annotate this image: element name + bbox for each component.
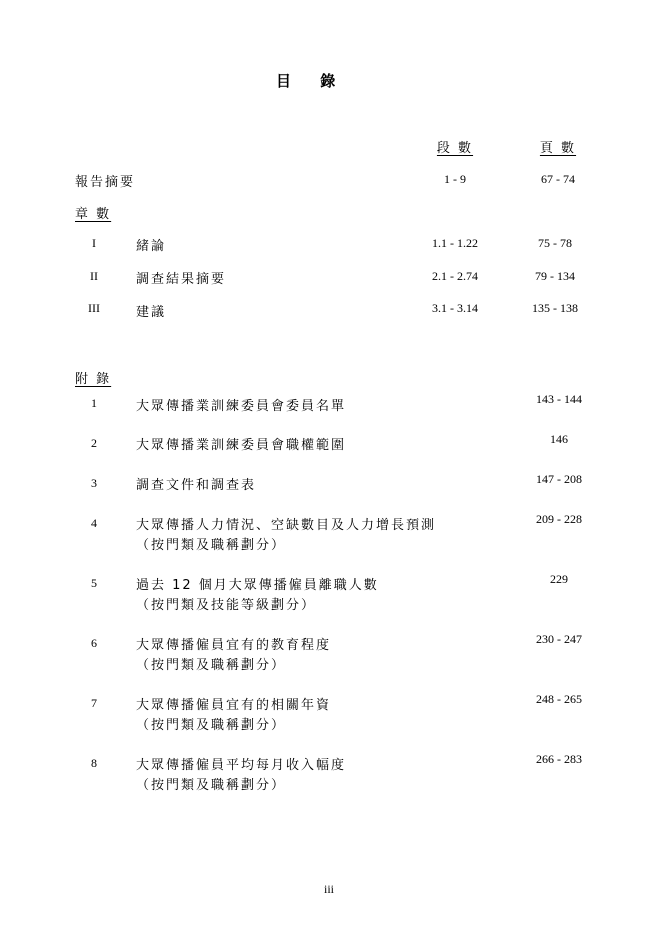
chapter-number: III (88, 301, 100, 315)
appendix-number: 5 (91, 576, 97, 590)
appendix-subtitle: （按門類及技能等級劃分） (136, 598, 317, 613)
appendix-subtitle: （按門類及職稱劃分） (136, 778, 287, 793)
chapter-page-range: 79 - 134 (535, 269, 575, 283)
appendix-page-range: 143 - 144 (536, 392, 582, 406)
page-number: iii (324, 882, 335, 896)
appendix-page-range: 146 (550, 432, 568, 446)
appendix-subtitle: （按門類及職稱劃分） (136, 658, 287, 673)
appendix-title: 過去 12 個月大眾傳播僱員離職人數 (136, 578, 379, 593)
appendix-number: 2 (91, 436, 97, 450)
summary-label: 報告摘要 (75, 175, 136, 190)
appendix-title: 大眾傳播僱員宜有的教育程度 (136, 638, 332, 653)
chapter-paragraph-range: 1.1 - 1.22 (432, 236, 478, 250)
appendix-number: 8 (91, 756, 97, 770)
chapter-title: 緒論 (136, 239, 167, 254)
appendix-subtitle: （按門類及職稱劃分） (136, 718, 287, 733)
chapter-number: II (90, 269, 98, 283)
appendix-number: 4 (91, 516, 97, 530)
appendix-title: 大眾傳播人力情況、空缺數目及人力增長預測 (136, 518, 437, 533)
chapter-page-range: 75 - 78 (538, 236, 572, 250)
appendix-title: 大眾傳播業訓練委員會委員名單 (136, 399, 347, 414)
chapter-paragraph-range: 2.1 - 2.74 (432, 269, 478, 283)
appendix-page-range: 147 - 208 (536, 472, 582, 486)
appendix-page-range: 230 - 247 (536, 632, 582, 646)
appendix-title: 大眾傳播僱員宜有的相關年資 (136, 698, 332, 713)
appendix-title: 調查文件和調查表 (136, 478, 257, 493)
summary-page-range: 67 - 74 (541, 172, 575, 186)
appendix-title: 大眾傳播僱員平均每月收入幅度 (136, 758, 347, 773)
appendix-number: 6 (91, 636, 97, 650)
chapter-paragraph-range: 3.1 - 3.14 (432, 301, 478, 315)
appendix-number: 7 (91, 696, 97, 710)
appendix-number: 3 (91, 476, 97, 490)
chapter-title: 調查結果摘要 (136, 272, 227, 287)
appendix-subtitle: （按門類及職稱劃分） (136, 538, 287, 553)
chapters-heading: 章 數 (75, 207, 112, 222)
appendix-heading: 附 錄 (75, 372, 112, 387)
page-title: 目 錄 (276, 72, 348, 90)
summary-paragraph-range: 1 - 9 (444, 172, 466, 186)
page-column-header: 頁 數 (539, 141, 577, 156)
appendix-number: 1 (91, 396, 97, 410)
appendix-page-range: 248 - 265 (536, 692, 582, 706)
chapter-title: 建議 (136, 305, 167, 320)
appendix-page-range: 229 (550, 572, 568, 586)
appendix-title: 大眾傳播業訓練委員會職權範圍 (136, 438, 347, 453)
chapter-page-range: 135 - 138 (532, 301, 578, 315)
chapter-number: I (92, 236, 96, 250)
appendix-page-range: 266 - 283 (536, 752, 582, 766)
appendix-page-range: 209 - 228 (536, 512, 582, 526)
paragraph-column-header: 段 數 (436, 141, 474, 156)
